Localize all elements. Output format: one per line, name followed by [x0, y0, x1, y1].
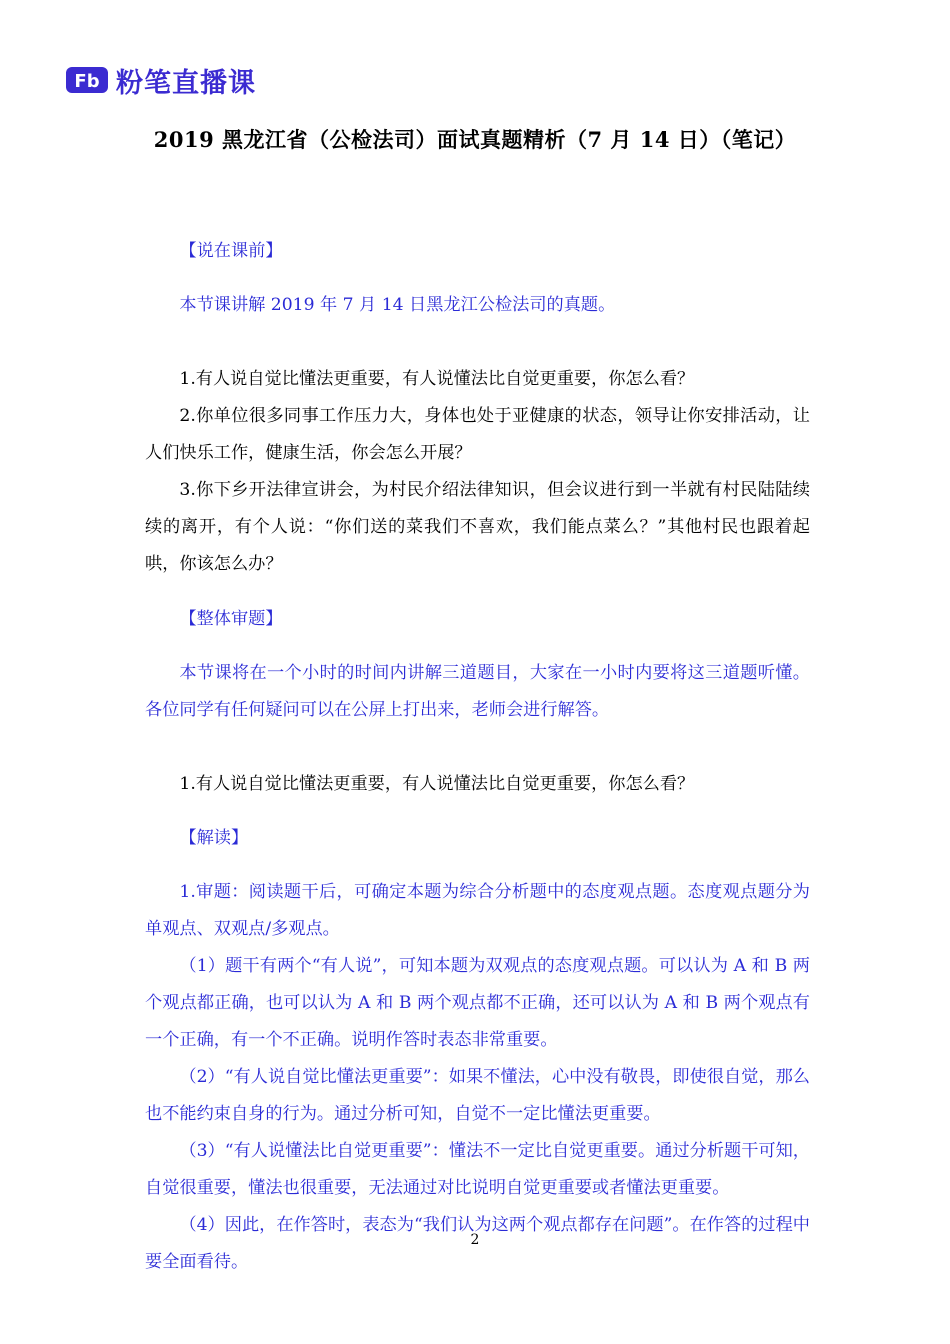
analysis-paragraph: （1）题干有两个“有人说”，可知本题为双观点的态度观点题。可以认为 A 和 B 两个观点都正确，也可以认为 A 和 B 两个观点都不正确，还可以认为 A 和 B 两个观点有一个正确，有一个不正确。说明作答时表态非常重要。 — [145, 956, 810, 1051]
intro-paragraph: 本节课讲解 2019 年 7 月 14 日黑龙江公检法司的真题。 — [179, 295, 616, 316]
brand-logo — [66, 62, 256, 98]
document-title: 2019 黑龙江省（公检法司）面试真题精析（7 月 14 日）（笔记） — [153, 127, 797, 152]
page-number: 2 — [470, 1232, 480, 1248]
analysis-paragraph: 1.审题：阅读题干后，可确定本题为综合分析题中的态度观点题。态度观点题分为单观点、双观点/多观点。 — [145, 882, 810, 940]
question-2: 2.你单位很多同事工作压力大，身体也处于亚健康的状态，领导让你安排活动，让人们快乐工作，健康生活，你会怎么开展？ — [145, 406, 810, 464]
question-3: 3.你下乡开法律宣讲会，为村民介绍法律知识，但会议进行到一半就有村民陆陆续续的离开，有个人说：“你们送的菜我们不喜欢，我们能点菜么？”其他村民也跟着起哄，你该怎么办？ — [145, 480, 810, 575]
section-heading-analysis: 【解读】 — [179, 827, 249, 848]
fenbi-logo-icon — [66, 65, 108, 95]
logo-text: 粉笔直播课 — [116, 67, 256, 99]
overview-paragraph: 本节课将在一个小时的时间内讲解三道题目，大家在一小时内要将这三道题听懂。各位同学有任何疑问可以在公屏上打出来，老师会进行解答。 — [145, 662, 810, 720]
section-heading-overview: 【整体审题】 — [179, 608, 283, 629]
document-body — [145, 216, 810, 1281]
question-1: 1.有人说自觉比懂法更重要，有人说懂法比自觉更重要，你怎么看？ — [179, 369, 695, 390]
question-1-repeat: 1.有人说自觉比懂法更重要，有人说懂法比自觉更重要，你怎么看？ — [179, 773, 695, 794]
analysis-paragraph: （3）“有人说懂法比自觉更重要”：懂法不一定比自觉更重要。通过分析题干可知，自觉很重要，懂法也很重要，无法通过对比说明自觉更重要或者懂法更重要。 — [145, 1141, 810, 1199]
section-heading-before-class: 【说在课前】 — [179, 241, 283, 262]
svg-text:Fb: Fb — [74, 71, 100, 92]
analysis-paragraph: （2）“有人说自觉比懂法更重要”：如果不懂法，心中没有敬畏，即使很自觉，那么也不能约束自身的行为。通过分析可知，自觉不一定比懂法更重要。 — [145, 1067, 810, 1125]
analysis-paragraph: （4）因此，在作答时，表态为“我们认为这两个观点都存在问题”。在作答的过程中要全面看待。 — [145, 1215, 810, 1273]
